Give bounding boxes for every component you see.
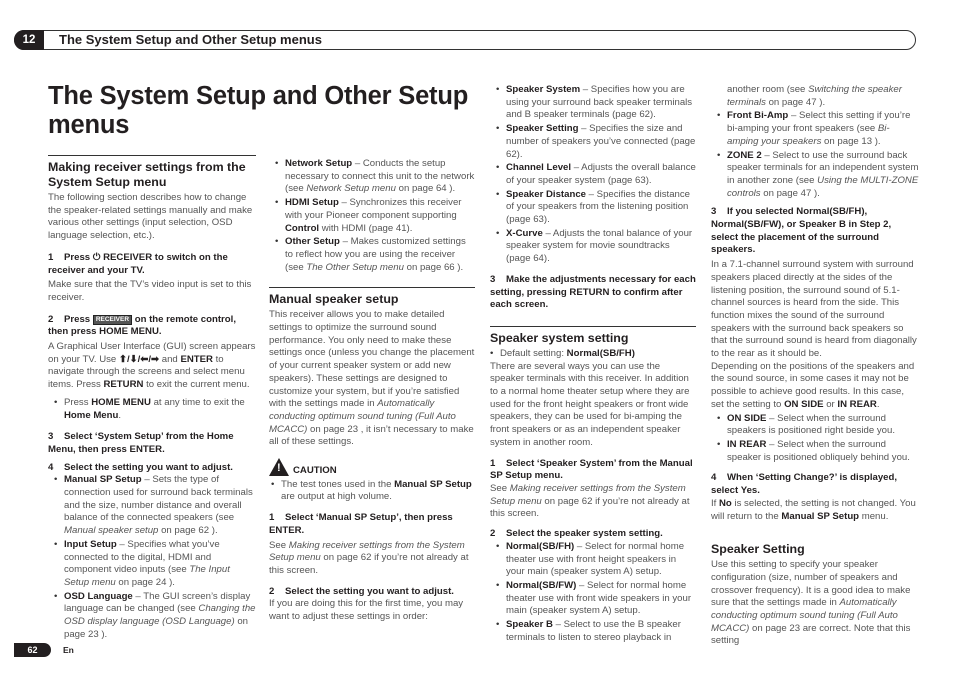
step-2-text: If you are doing this for the first time, you may want to adjust these settings in order: <box>269 598 464 623</box>
section-heading-speaker-system: Speaker system setting <box>490 326 696 346</box>
step-3-instruction: 3 Make the adjustments necessary for each setting, pressing RETURN to confirm after each screen. <box>490 273 696 311</box>
default-setting: • Default setting: Normal(SB/FH) <box>490 348 696 361</box>
list-item: • Normal(SB/FH) – Select for normal home theater use with front height speakers in your main (speaker system A) setup. <box>496 541 696 579</box>
list-item: • Other Setup – Makes customized settings to reflect how you are using the receiver (see The Other Setup menu on page 66 ). <box>275 236 475 274</box>
step-1-instruction: 1 Press ⏻ RECEIVER to switch on the receiver and your TV. <box>48 251 228 276</box>
list-item: • The test tones used in the Manual SP Setup are output at high volume. <box>271 479 475 504</box>
language-label: En <box>63 645 74 655</box>
list-item: • Speaker B – Select to use the B speaker terminals to listen to stereo playback in <box>496 619 696 644</box>
step-2-instruction: 2 Select the speaker system setting. <box>490 528 663 540</box>
step-1-instruction: 1 Select ‘Speaker System’ from the Manual SP Setup menu. <box>490 457 693 482</box>
list-item: • Front Bi-Amp – Select this setting if you’re bi-amping your front speakers (see Bi-amping your speakers on page 13 ). <box>717 110 919 148</box>
caution-icon <box>269 458 289 476</box>
step-2-instruction: 2 Press RECEIVER on the remote control, then press HOME MENU. <box>48 313 236 338</box>
list-item: • Manual SP Setup – Sets the type of connection used for surround back terminals and the size, number distance and overall balance of the connected speakers (see Manual speaker setup on page 62 ). <box>54 474 256 538</box>
column-1 <box>48 155 256 642</box>
list-item: • Speaker Distance – Specifies the distance of your speakers from the listening position (page 63). <box>496 189 696 227</box>
column-4 <box>711 84 919 648</box>
list-item: • IN REAR – Select when the surround speaker is positioned obliquely behind you. <box>717 439 919 464</box>
step-3-instruction: 3 If you selected Normal(SB/FH), Normal(SB/FW), or Speaker B in Step 2, select the placement of the surround speakers. <box>711 206 892 256</box>
list-item: • X-Curve – Adjusts the tonal balance of your speaker system for movie soundtracks (page 64). <box>496 228 696 266</box>
step-3-instruction: 3 Select ‘System Setup’ from the Home Menu, then press ENTER. <box>48 431 234 455</box>
step-2-text: A Graphical User Interface (GUI) screen appears on your TV. Use ⬆/⬇/⬅/➡ and ENTER to navigate through the screens and select menu items. Press RETURN to exit the current menu. <box>48 341 256 391</box>
caution-label: ! CAUTION <box>269 457 475 478</box>
intro-text: There are several ways you can use the speaker terminals with this receiver. In addition to a normal home theater setup where they are used for the front height speakers or front wide speakers, they can be used for bi-amping the front speakers or as an independent speaker system in another room. <box>490 360 690 448</box>
section-heading-manual-speaker-setup: Manual speaker setup <box>269 287 475 307</box>
body-text: Depending on the positions of the speakers and the sound source, in some cases it may not be possible to achieve good results. In this case, set the setting to ON SIDE or IN REAR. <box>711 360 915 410</box>
page-title: The System Setup and Other Setup menus <box>48 82 469 139</box>
list-item: • Network Setup – Conducts the setup necessary to connect this unit to the network (see Network Setup menu on page 64 ). <box>275 158 475 196</box>
list-item: • Normal(SB/FW) – Select for normal home theater use with front wide speakers in your main (speaker system A) setup. <box>496 580 696 618</box>
list-item: • OSD Language – The GUI screen’s display language can be changed (see Changing the OSD display language (OSD Language) on page 23 ). <box>54 591 256 642</box>
chapter-title: The System Setup and Other Setup menus <box>59 32 322 47</box>
list-item: • Input Setup – Specifies what you’ve connected to the digital, HDMI and component video inputs (see The Input Setup menu on page 24 ). <box>54 539 256 590</box>
step-1-instruction: 1 Select ‘Manual SP Setup’, then press ENTER. <box>269 512 453 536</box>
intro-text: This receiver allows you to make detailed settings to optimize the surround sound performance. You only need to make these settings once (unless you change the placement of your current speaker system or add new speakers). These settings are designed to customize your system, but if you’re satisfied with the settings made in Automatically conducting optimum sound tuning (Full Auto MCACC) on page 23 , it isn’t necessary to make all of these settings. <box>269 309 475 448</box>
chapter-number: 12 <box>14 30 44 50</box>
step-4-instruction: 4 Select the setting you want to adjust. <box>48 461 233 473</box>
list-item: • HDMI Setup – Synchronizes this receiver with your Pioneer component supporting Control with HDMI (page 41). <box>275 197 475 235</box>
intro-text: The following section describes how to change the speaker-related settings manually and make various other settings (input selection, OSD language selection, etc.). <box>48 192 253 242</box>
power-icon: ⏻ <box>92 251 101 263</box>
step-1-text: Make sure that the TV’s video input is set to this receiver. <box>48 279 252 303</box>
intro-text: Use this setting to specify your speaker configuration (size, number of speakers and crossover frequency). It is a good idea to make sure that the settings made in Automatically conducting optimum sound tuning (Full Auto MCACC) on page 23 are correct. Note that this setting <box>711 559 911 647</box>
list-item: • ON SIDE – Select when the surround speakers is positioned right beside you. <box>717 413 919 438</box>
list-item: • Speaker System – Specifies how you are using your surround back speaker terminals and B speaker terminals (page 62). <box>496 84 696 122</box>
column-3 <box>490 84 696 644</box>
arrow-keys-icon: ⬆/⬇/⬅/➡ <box>118 353 160 365</box>
body-text: In a 7.1-channel surround system with surround speakers placed directly at the sides of the listening position, the surround sound of 5.1-channel sources is heard from the side. This function mixes the sound of the surround speakers with the surround back speakers so that the surround sound is heard from diagonally to the rear as it should be. <box>711 259 917 360</box>
section-heading-speaker-setting: Speaker Setting <box>711 542 805 557</box>
step-4-text: If No is selected, the setting is not changed. You will return to the Manual SP Setup menu. <box>711 497 916 522</box>
column-2 <box>269 158 475 624</box>
list-item: • Speaker Setting – Specifies the size and number of speakers you’ve connected (page 62). <box>496 123 696 161</box>
section-heading-receiver-settings: Making receiver settings from the System Setup menu <box>48 155 256 190</box>
page-number: 62 <box>14 643 51 657</box>
step-2-instruction: 2 Select the setting you want to adjust. <box>269 585 454 597</box>
receiver-key-icon: RECEIVER <box>93 315 132 325</box>
step-1-text: See Making receiver settings from the System Setup menu on page 62 if you’re not already at this screen. <box>490 482 690 520</box>
list-item: • Channel Level – Adjusts the overall balance of your speaker system (page 63). <box>496 162 696 187</box>
list-item: • Press HOME MENU at any time to exit the Home Menu. <box>54 397 256 422</box>
step-4-instruction: 4 When ‘Setting Change?’ is displayed, select Yes. <box>711 472 898 497</box>
step-1-text: See Making receiver settings from the System Setup menu on page 62 if you’re not already at this screen. <box>269 539 469 576</box>
list-item: • ZONE 2 – Select to use the surround back speaker terminals for an independent system in another zone (see Using the MULTI-ZONE controls on page 47 ). <box>717 150 919 201</box>
continued-text: another room (see Switching the speaker terminals on page 47 ). <box>727 84 902 108</box>
